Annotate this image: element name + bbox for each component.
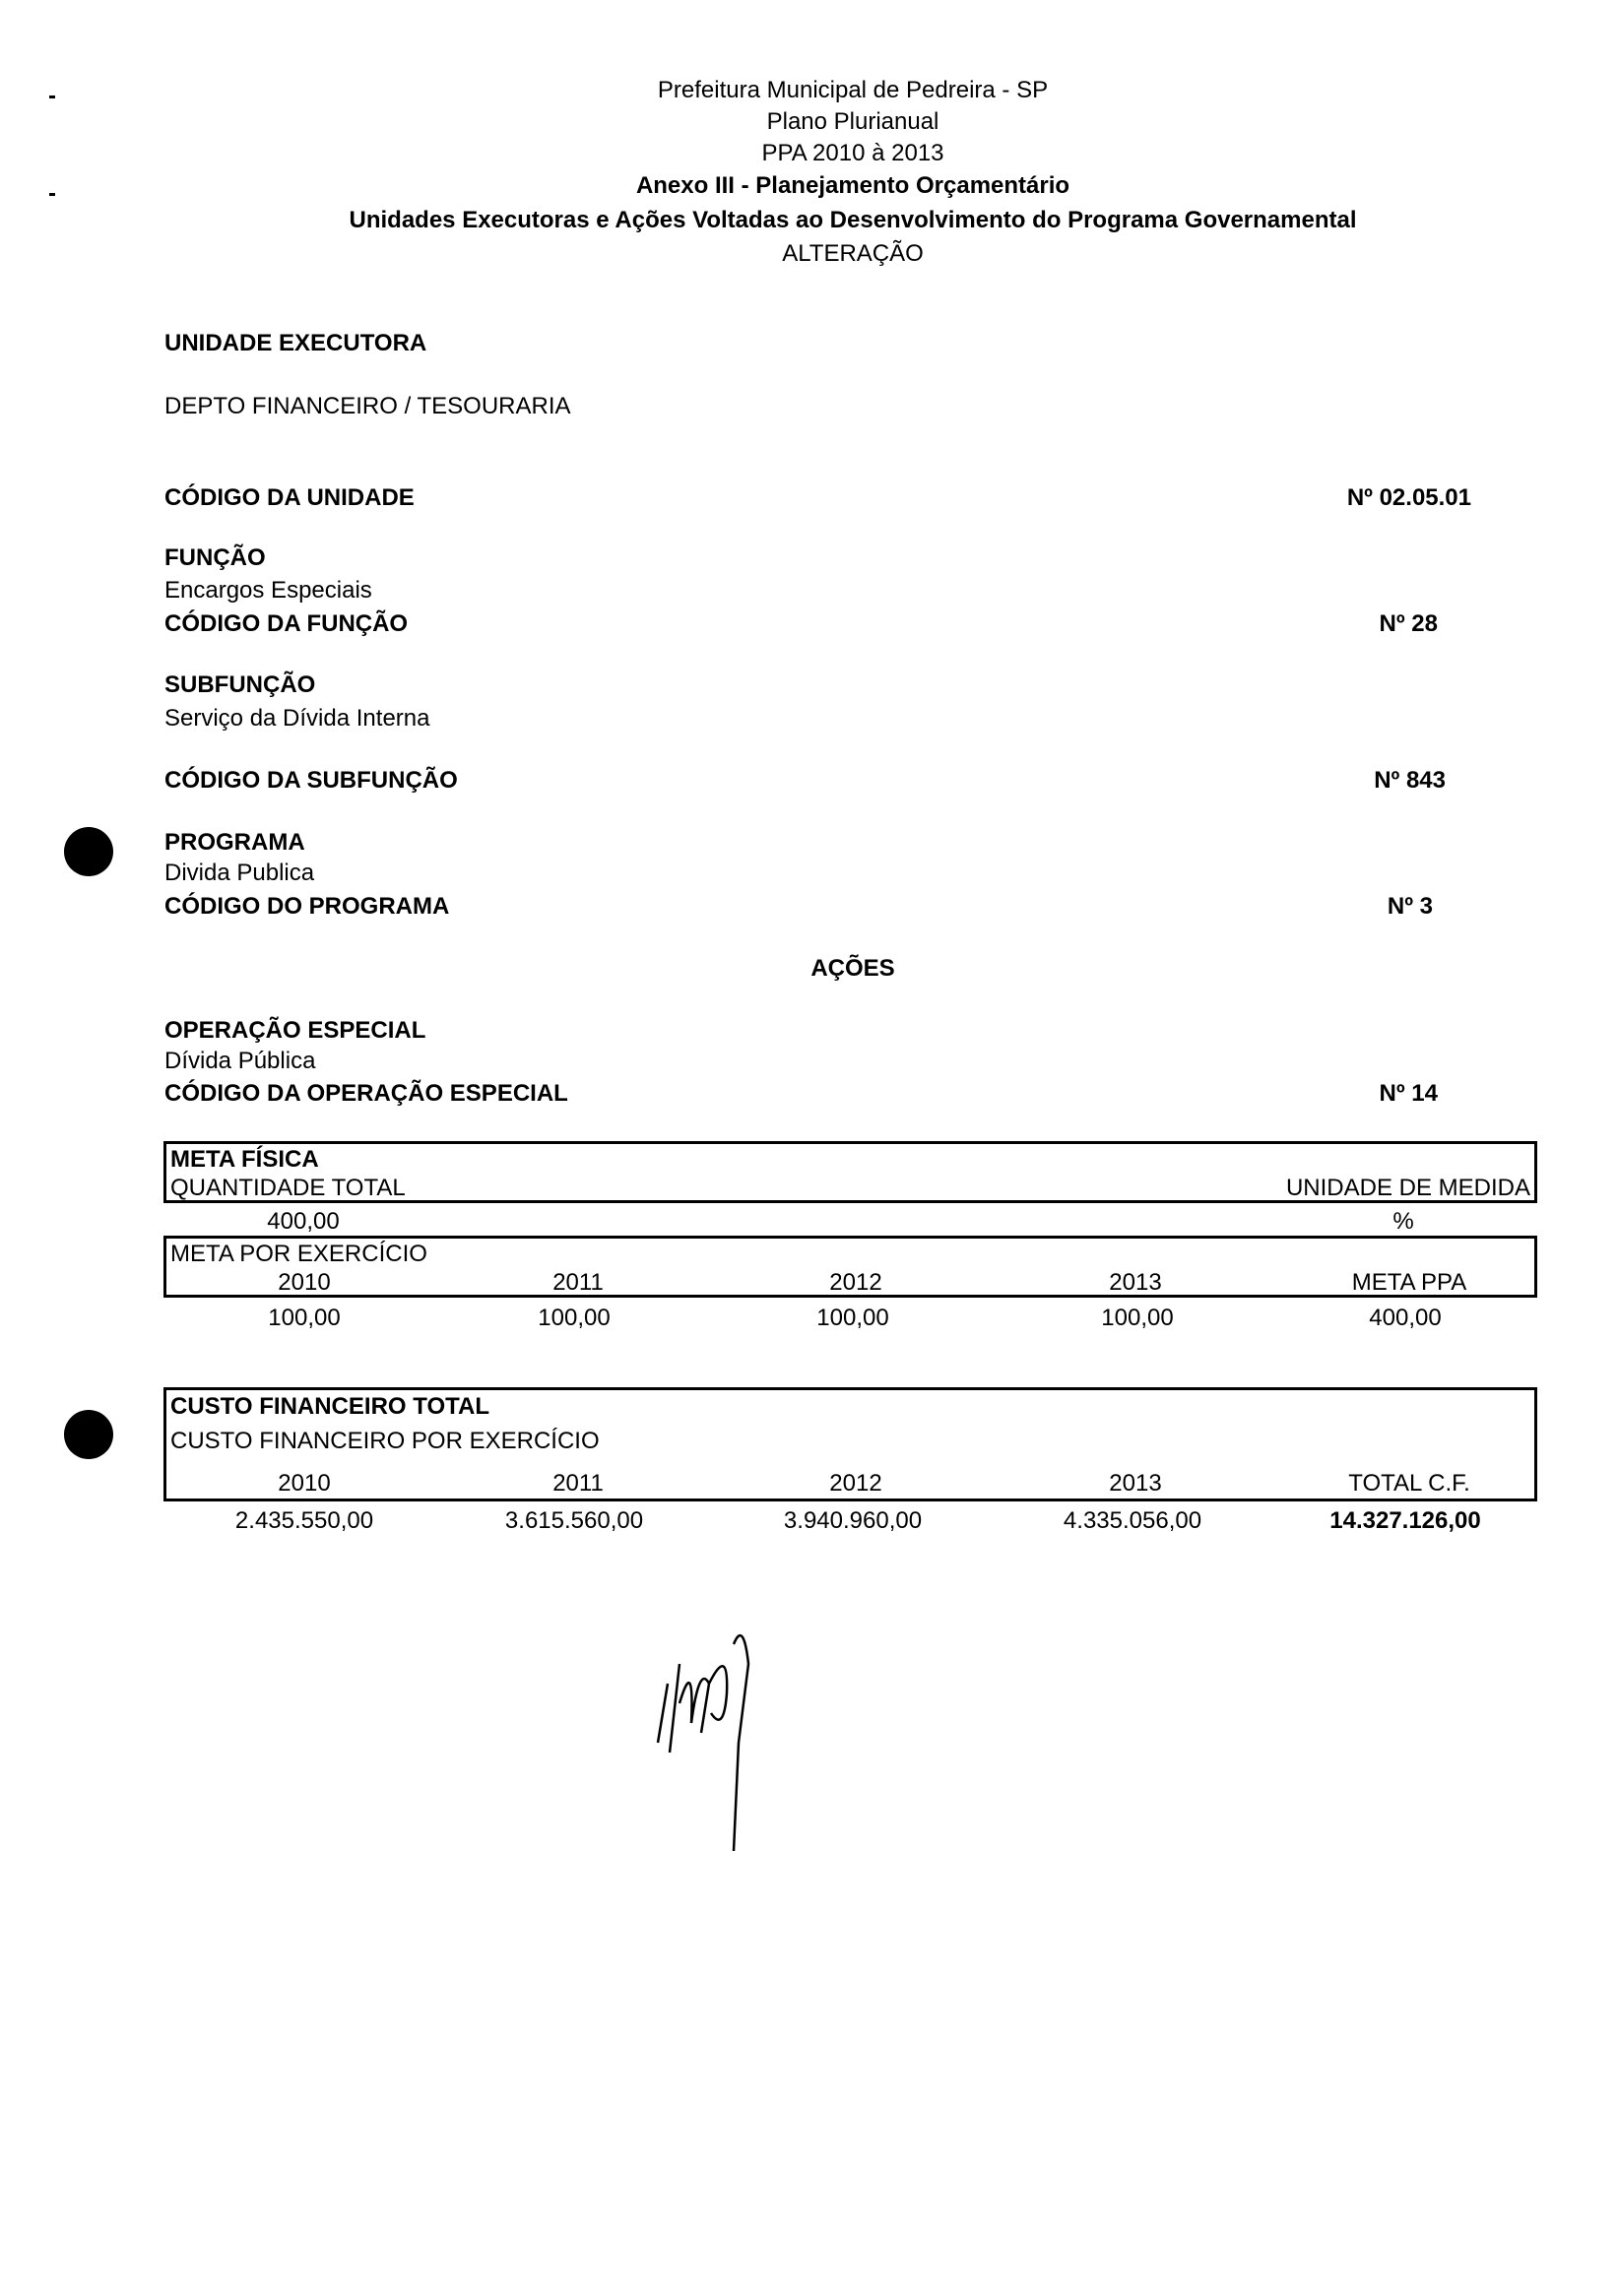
header-line-4: Anexo III - Planejamento Orçamentário: [635, 172, 1070, 199]
meta-col-2010: 2010: [278, 1269, 331, 1296]
custo-value-2011: 3.615.560,00: [504, 1507, 644, 1534]
custo-subtitle: CUSTO FINANCEIRO POR EXERCÍCIO: [170, 1428, 600, 1454]
meta-value-2011: 100,00: [538, 1305, 611, 1331]
header-line-5: Unidades Executoras e Ações Voltadas ao Desenvolvimento do Programa Governamental: [349, 207, 1357, 233]
meta-col-2012: 2012: [829, 1269, 882, 1296]
meta-col-2013: 2013: [1109, 1269, 1162, 1296]
acoes-title: AÇÕES: [810, 955, 895, 982]
custo-col-2010: 2010: [278, 1470, 331, 1497]
unidade-value: DEPTO FINANCEIRO / TESOURARIA: [164, 393, 571, 419]
programa-code: Nº 3: [1387, 893, 1433, 920]
funcao-code-label: CÓDIGO DA FUNÇÃO: [164, 610, 409, 637]
scan-mark: [49, 193, 55, 196]
programa-label: PROGRAMA: [164, 829, 305, 856]
scan-mark: [49, 96, 55, 98]
unidade-label: UNIDADE EXECUTORA: [164, 330, 427, 356]
meta-value-2013: 100,00: [1101, 1305, 1174, 1331]
meta-value-ppa: 400,00: [1369, 1305, 1442, 1331]
meta-fisica-title: META FÍSICA: [170, 1146, 319, 1173]
operacao-label: OPERAÇÃO ESPECIAL: [164, 1017, 426, 1044]
meta-col-2011: 2011: [552, 1269, 604, 1296]
custo-col-2011: 2011: [552, 1470, 604, 1497]
custo-col-total: TOTAL C.F.: [1348, 1470, 1470, 1497]
header-line-6: ALTERAÇÃO: [782, 240, 924, 267]
punch-hole: [64, 1410, 113, 1459]
signature: [640, 1625, 788, 1900]
unidade-code: Nº 02.05.01: [1346, 484, 1471, 511]
funcao-label: FUNÇÃO: [164, 544, 266, 571]
meta-exercicio-title: META POR EXERCÍCIO: [170, 1241, 427, 1267]
custo-value-2010: 2.435.550,00: [234, 1507, 374, 1534]
subfuncao-code-label: CÓDIGO DA SUBFUNÇÃO: [164, 767, 458, 794]
unidade-medida-value: %: [1392, 1208, 1414, 1235]
quantidade-total-label: QUANTIDADE TOTAL: [170, 1175, 406, 1201]
programa-value: Divida Publica: [164, 860, 315, 886]
punch-hole: [64, 827, 113, 876]
subfuncao-code: Nº 843: [1374, 767, 1446, 794]
custo-col-2012: 2012: [829, 1470, 882, 1497]
operacao-code-label: CÓDIGO DA OPERAÇÃO ESPECIAL: [164, 1080, 568, 1107]
custo-value-2012: 3.940.960,00: [783, 1507, 923, 1534]
meta-col-ppa: META PPA: [1351, 1269, 1467, 1296]
custo-box: [163, 1387, 1537, 1501]
subfuncao-label: SUBFUNÇÃO: [164, 671, 316, 698]
custo-value-total: 14.327.126,00: [1329, 1507, 1481, 1534]
funcao-value: Encargos Especiais: [164, 577, 372, 604]
custo-col-2013: 2013: [1109, 1470, 1162, 1497]
unidade-code-label: CÓDIGO DA UNIDADE: [164, 484, 415, 511]
operacao-code: Nº 14: [1379, 1080, 1438, 1107]
meta-fisica-box: [163, 1141, 1537, 1203]
header-line-3: PPA 2010 à 2013: [761, 140, 944, 166]
custo-title: CUSTO FINANCEIRO TOTAL: [170, 1393, 489, 1420]
programa-code-label: CÓDIGO DO PROGRAMA: [164, 893, 450, 920]
meta-exercicio-box: [163, 1236, 1537, 1298]
quantidade-total-value: 400,00: [267, 1208, 340, 1235]
unidade-medida-label: UNIDADE DE MEDIDA: [1285, 1175, 1530, 1201]
meta-value-2010: 100,00: [268, 1305, 341, 1331]
header-line-1: Prefeitura Municipal de Pedreira - SP: [657, 77, 1049, 103]
subfuncao-value: Serviço da Dívida Interna: [164, 705, 430, 732]
custo-value-2013: 4.335.056,00: [1063, 1507, 1202, 1534]
operacao-value: Dívida Pública: [164, 1048, 316, 1074]
meta-value-2012: 100,00: [816, 1305, 889, 1331]
funcao-code: Nº 28: [1379, 610, 1438, 637]
header-line-2: Plano Plurianual: [766, 108, 939, 135]
